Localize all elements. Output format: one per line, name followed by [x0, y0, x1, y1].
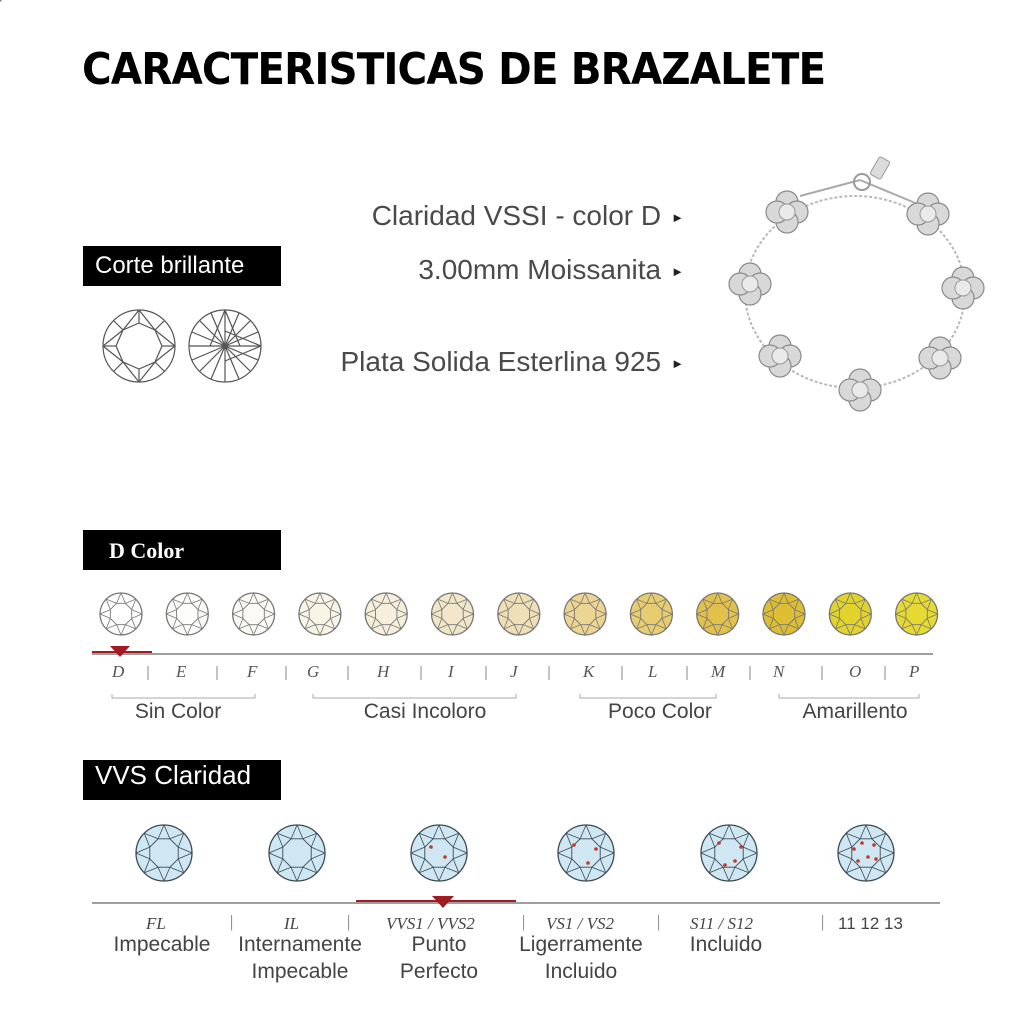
desc-line: Impecable — [251, 960, 349, 983]
group-bracket — [580, 694, 716, 698]
separator: | — [820, 912, 825, 931]
color-grade: J — [510, 662, 518, 681]
cut-label: Corte brillante — [83, 246, 281, 286]
color-group-label: Poco Color — [608, 700, 712, 723]
color-grade: I — [448, 662, 454, 681]
clarity-grade-gem-icon — [838, 825, 894, 881]
color-group-label: Sin Color — [134, 700, 222, 723]
diamond-top-view-icon — [103, 310, 175, 382]
color-grade: O — [849, 662, 862, 681]
feature-text: Claridad VSSI - color D — [371, 200, 662, 231]
color-grade-gem-icon — [166, 593, 208, 635]
group-bracket — [313, 694, 516, 698]
arrow-right-icon: ► — [671, 356, 684, 372]
arrow-right-icon: ► — [671, 210, 684, 226]
clarity-scale — [92, 825, 940, 908]
clarity-grade-desc — [676, 931, 776, 958]
feature-text: Plata Solida Esterlina 925 — [340, 346, 662, 377]
color-grade: P — [909, 662, 920, 681]
color-grade: N — [773, 662, 785, 681]
group-bracket — [779, 694, 919, 698]
color-grade: G — [307, 662, 320, 681]
separator: | — [229, 912, 234, 931]
color-grade-gem-icon — [630, 593, 672, 635]
clarity-grade-gem-icon — [701, 825, 757, 881]
color-grade: M — [711, 662, 726, 681]
desc-line: Internamente — [238, 933, 362, 956]
color-grade: L — [648, 662, 658, 681]
desc-line: Impecable — [113, 933, 211, 956]
color-grade-gem-icon — [763, 593, 805, 635]
clarity-grade-desc — [225, 931, 375, 985]
clarity-grade-gem-icon — [411, 825, 467, 881]
color-grade-gem-icon — [432, 593, 474, 635]
color-grade-gem-icon — [896, 593, 938, 635]
color-grade: D — [112, 662, 125, 681]
clarity-grade-gem-icon — [136, 825, 192, 881]
desc-line: Punto — [411, 933, 467, 956]
clarity-grade-code: VVS1 / VVS2 — [386, 914, 475, 933]
group-bracket — [112, 694, 255, 698]
color-grade: F — [247, 662, 258, 681]
desc-line: Ligerramente — [519, 933, 643, 956]
clarity-grade-code: VS1 / VS2 — [546, 914, 614, 933]
diamond-bottom-view-icon — [189, 310, 261, 382]
clarity-grade-code: IL — [284, 914, 300, 933]
color-grade: K — [583, 662, 595, 681]
color-grade-gem-icon — [299, 593, 341, 635]
color-section-label: D Color — [83, 530, 281, 570]
color-scale — [92, 593, 938, 698]
clarity-section-label: VVS Claridad — [83, 760, 281, 800]
separator: | — [521, 912, 526, 931]
clarity-grade-desc — [506, 931, 656, 985]
clarity-grade-gem-icon — [269, 825, 325, 881]
desc-line: Perfecto — [399, 960, 479, 983]
color-grade-gem-icon — [100, 593, 142, 635]
clarity-grade-desc — [379, 931, 499, 985]
separator: | — [656, 912, 661, 931]
separator: | — [346, 912, 351, 931]
color-grade-gem-icon — [233, 593, 275, 635]
arrow-right-icon: ► — [671, 264, 684, 280]
color-grade: E — [176, 662, 187, 681]
page-title: CARACTERISTICAS DE BRAZALETE — [82, 44, 826, 95]
color-grade-gem-icon — [365, 593, 407, 635]
color-grade-gem-icon — [498, 593, 540, 635]
clarity-grade-gem-icon — [558, 825, 614, 881]
desc-line: Incluido — [544, 960, 618, 983]
clarity-grade-code: S11 / S12 — [690, 914, 753, 933]
feature-text: 3.00mm Moissanita — [418, 254, 662, 285]
color-group-label: Casi Incoloro — [363, 700, 487, 723]
color-grade: H — [377, 662, 390, 681]
color-grade-gem-icon — [564, 593, 606, 635]
color-grade-gem-icon — [697, 593, 739, 635]
color-grade-gem-icon — [829, 593, 871, 635]
clarity-grade-code: FL — [146, 914, 166, 933]
color-group-label: Amarillento — [802, 700, 908, 723]
clarity-grade-desc — [102, 931, 222, 958]
desc-line: Incluido — [689, 933, 763, 956]
clarity-grade-code: 11 12 13 — [838, 914, 903, 933]
